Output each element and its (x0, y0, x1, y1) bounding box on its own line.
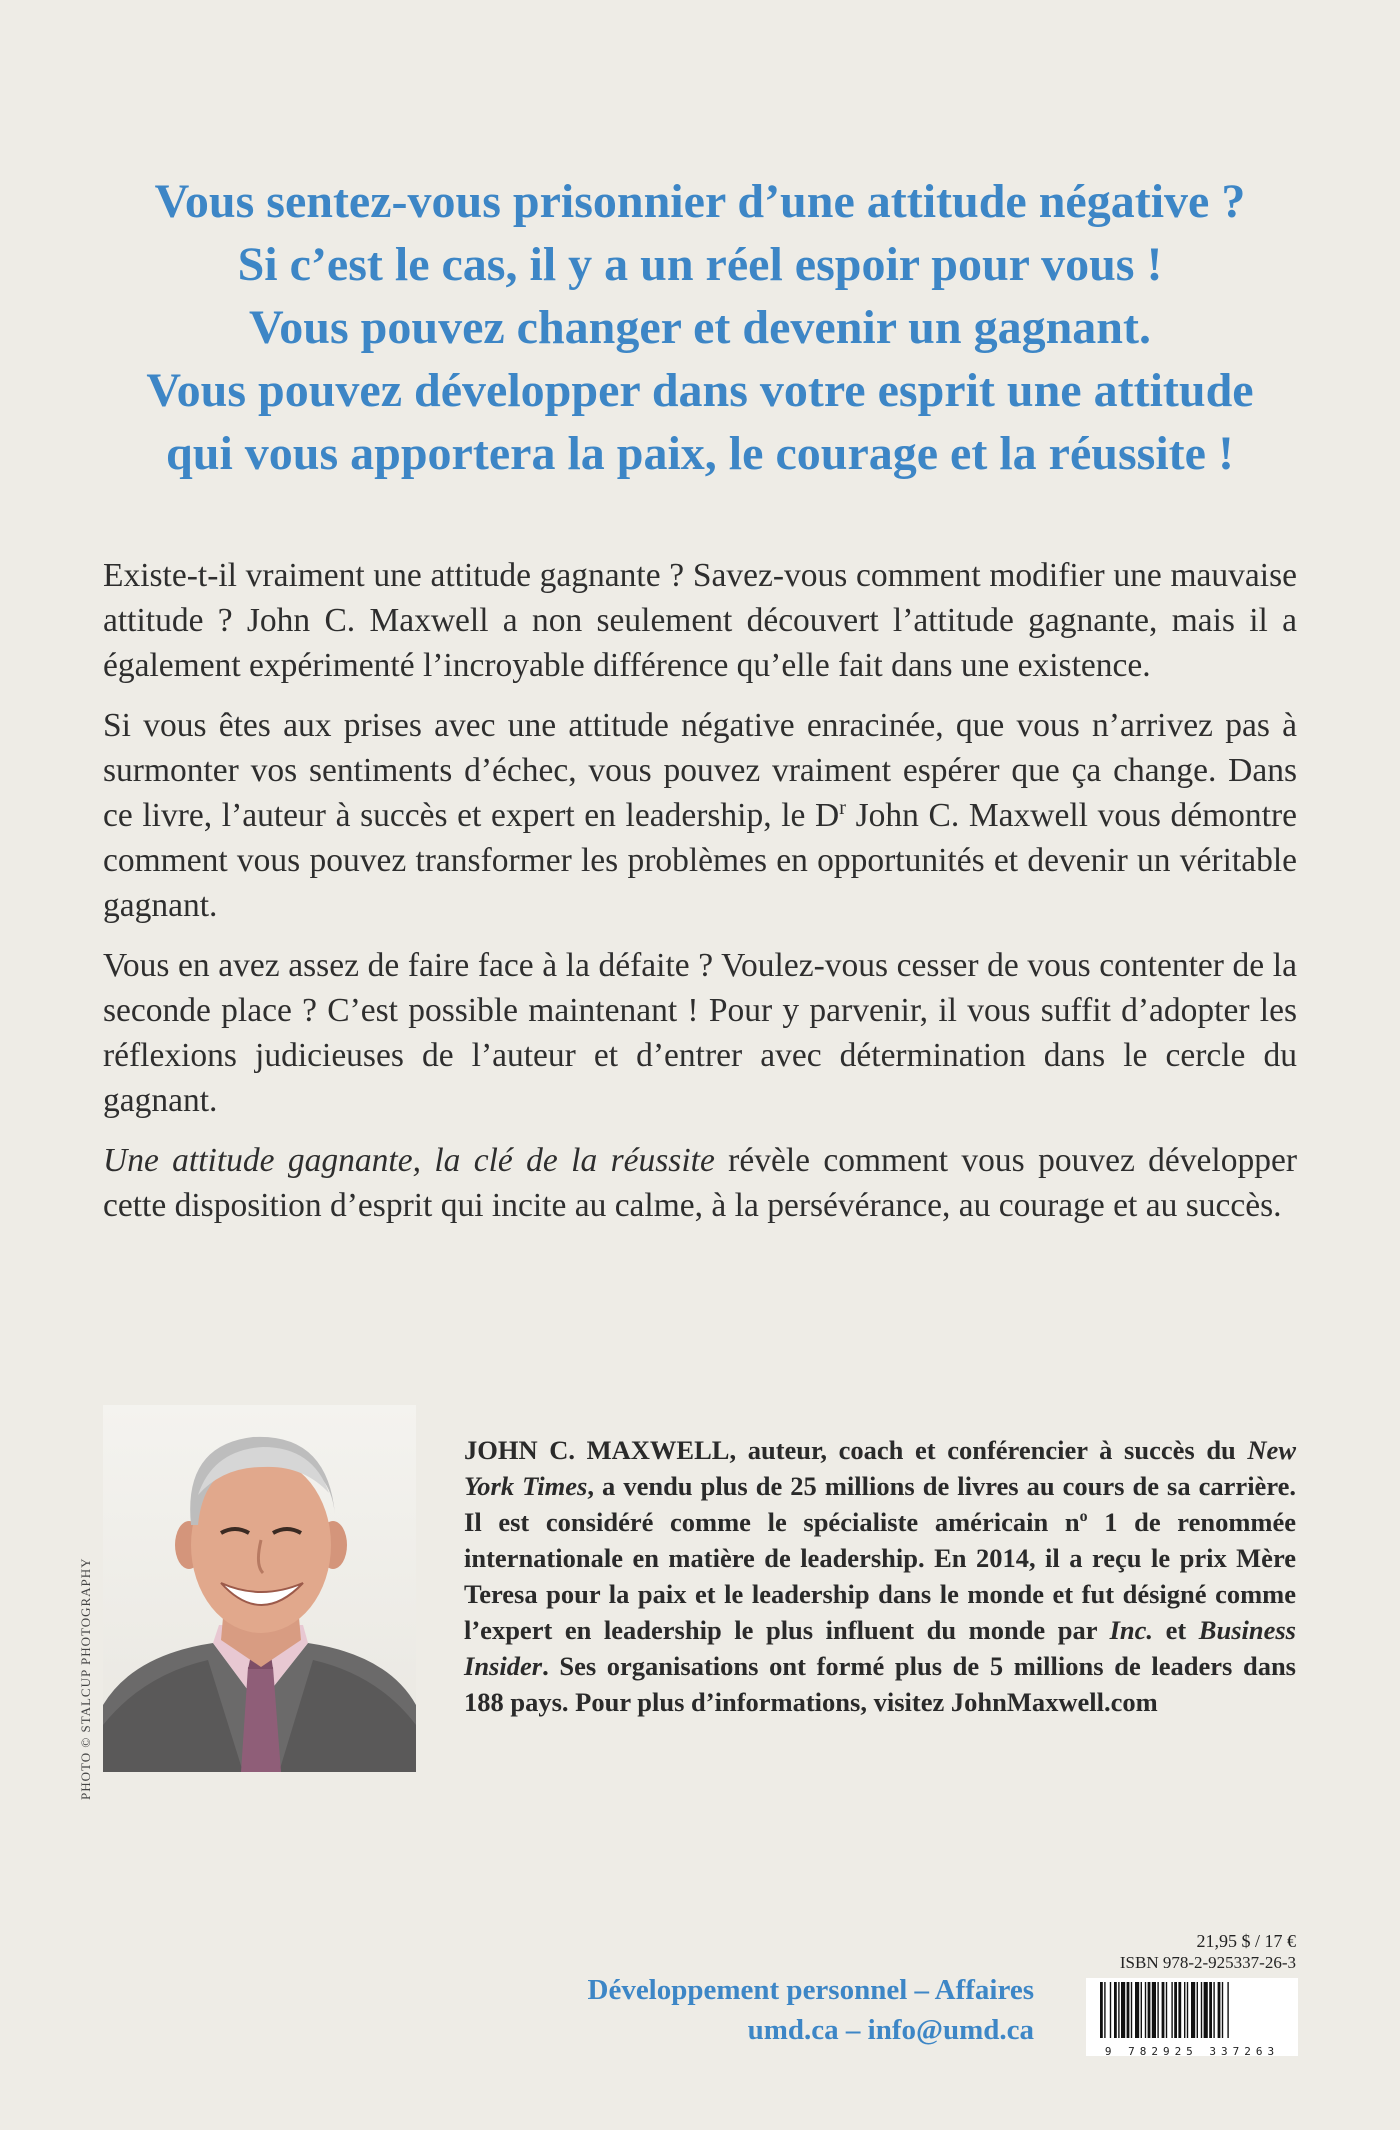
author-portrait-image (103, 1405, 416, 1772)
publisher-footer (588, 1970, 1035, 2050)
headline-line-1: Vous sentez-vous prisonnier d’une attitude négative ? (154, 175, 1246, 228)
barcode-digits: 9 782925 337263 (1104, 2045, 1280, 2058)
paragraph-4 (103, 1138, 1297, 1228)
isbn: ISBN 978-2-925337-26-3 (1119, 1953, 1296, 1972)
headline-line-2: Si c’est le cas, il y a un réel espoir pour vous ! (237, 238, 1163, 291)
category: Développement personnel – Affaires (587, 1974, 1034, 2006)
bio-text-2: , a vendu plus de 25 millions de livres au cours de sa carrière. Il est considéré comme le spécialiste américain n (464, 1471, 1296, 1537)
bio-text-1: JOHN C. MAXWELL, auteur, coach et conférencier à succès du (464, 1435, 1248, 1465)
publisher-contact: umd.ca – info@umd.ca (747, 2014, 1034, 2046)
paragraph-3: Vous en avez assez de faire face à la défaite ? Voulez-vous cesser de vous contenter de la seconde place ? C’est possible maintenant ! Pour y parvenir, il vous suffit d’adopter les réflexions judicieuses de l’auteur et d’entrer avec détermination dans le cercle du gagnant. (103, 947, 1297, 1119)
paragraph-2 (103, 703, 1297, 928)
price: 21,95 $ / 17 € (1196, 1931, 1296, 1951)
headline-line-3: Vous pouvez changer et devenir un gagnant. (249, 301, 1151, 354)
book-title: Une attitude gagnante, la clé de la réussite (103, 1142, 715, 1179)
headline-line-5: qui vous apportera la paix, le courage et la réussite ! (166, 427, 1234, 480)
paragraph-4-text: révèle comment vous pouvez développer cette disposition d’esprit qui incite au calme, à la persévérance, au courage et au succès. (103, 1142, 1297, 1224)
paragraph-2-text-a: Si vous êtes aux prises avec une attitude négative enracinée, que vous n’arrivez pas à surmonter vos sentiments d’échec, vous pouvez vraiment espérer que ça change. Dans ce livre, l’auteur à succès et expert en leadership, le D (103, 707, 1297, 834)
bio-text-5: . Ses organisations ont formé plus de 5 millions de leaders dans 188 pays. Pour plus d’informations, visitez JohnMaxwell.com (464, 1651, 1296, 1717)
photo-credit: PHOTO © STALCUP PHOTOGRAPHY (78, 1557, 93, 1800)
author-bio (464, 1432, 1296, 1720)
bio-business-insider: Business Insider (464, 1615, 1296, 1681)
headline-line-4: Vous pouvez développer dans votre esprit une attitude (146, 364, 1254, 417)
paragraph-1: Existe-t-il vraiment une attitude gagnante ? Savez-vous comment modifier une mauvaise attitude ? John C. Maxwell a non seulement découvert l’attitude gagnante, mais il a également expérimenté l’incroyable différence qu’elle fait dans une existence. (103, 557, 1297, 684)
bio-superscript: o (1079, 1508, 1088, 1526)
author-photo (103, 1405, 416, 1772)
description (103, 553, 1297, 1243)
paragraph-2-text-b: John C. Maxwell vous démontre comment vous pouvez transformer les problèmes en opportunités et devenir un véritable gagnant. (103, 797, 1297, 924)
bio-nyt: New York Times (464, 1435, 1296, 1501)
doctor-superscript: r (839, 796, 846, 819)
barcode-bars (1086, 1978, 1298, 2042)
bio-text-4: et (1153, 1615, 1199, 1645)
bio-inc: Inc. (1109, 1615, 1154, 1645)
headline (100, 170, 1300, 485)
bio-text-3: 1 de renommée internationale en matière de leadership. En 2014, il a reçu le prix Mère Teresa pour la paix et le leadership dans le monde et fut désigné comme l’expert en leadership le plus influent du monde par (464, 1507, 1296, 1645)
